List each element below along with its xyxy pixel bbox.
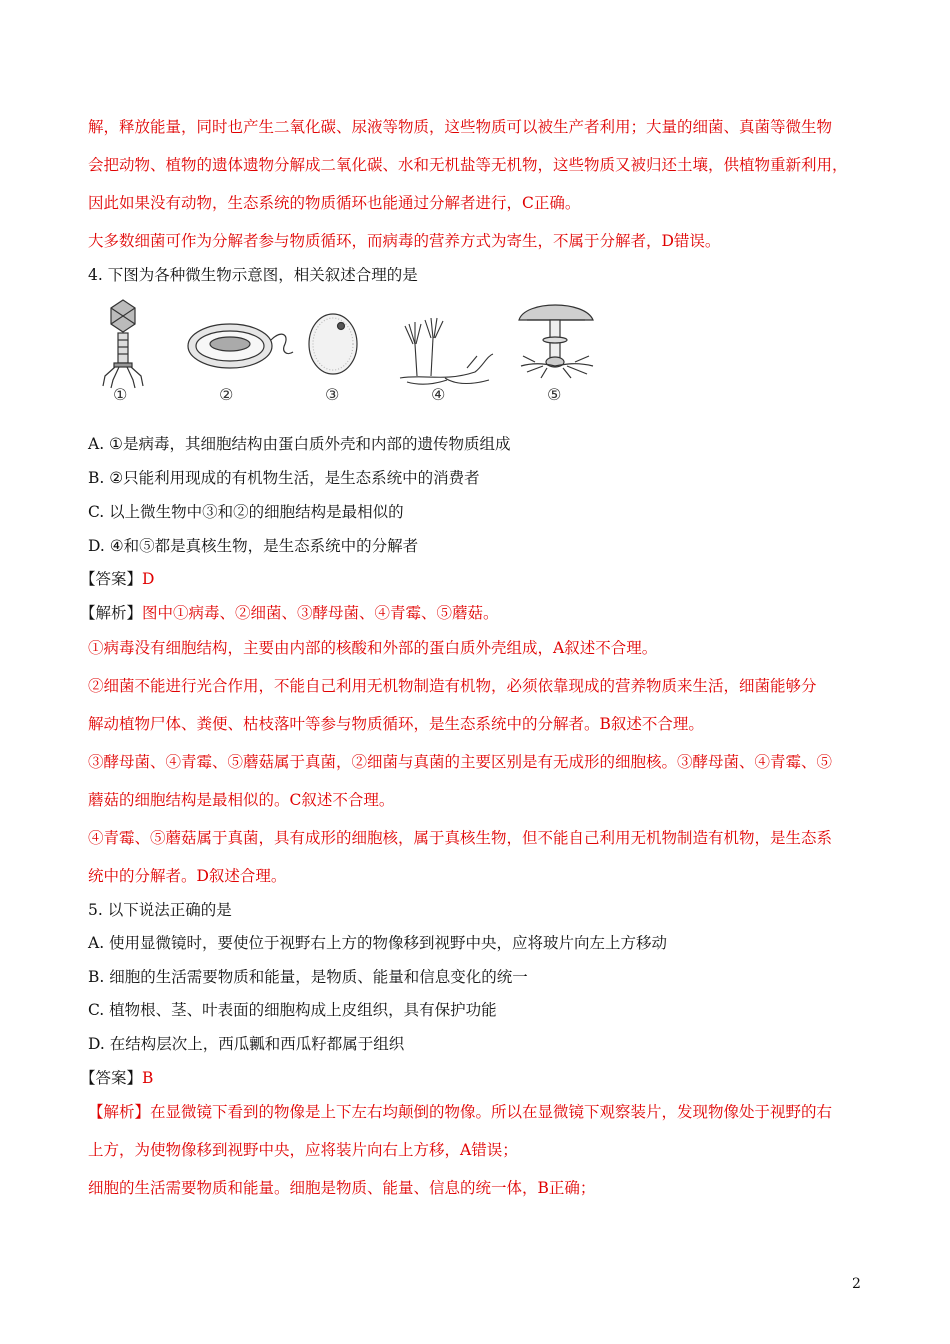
q5-stem: 5. 以下说法正确的是: [88, 901, 232, 919]
explanation-line-2: 会把动物、植物的遗体遗物分解成二氧化碳、水和无机盐等无机物，这些物质又被归还土壤，供植物重新利用，: [88, 156, 848, 174]
q5-option-b: B. 细胞的生活需要物质和能量，是物质、能量和信息变化的统一: [88, 968, 528, 986]
q4-analysis-line-5: 蘑菇的细胞结构是最相似的。C叙述不合理。: [88, 791, 395, 809]
q4-analysis-line-7: 统中的分解者。D叙述合理。: [88, 867, 287, 885]
q4-analysis-line-6: ④青霉、⑤蘑菇属于真菌，具有成形的细胞核，属于真核生物，但不能自己利用无机物制造有机物，是生态系: [88, 829, 833, 847]
q5-option-d: D. 在结构层次上，西瓜瓤和西瓜籽都属于组织: [88, 1035, 405, 1053]
q4-answer-tag: 【答案】: [80, 570, 143, 588]
q5-analysis-line-2: 细胞的生活需要物质和能量。细胞是物质、能量、信息的统一体，B正确；: [88, 1179, 596, 1197]
figure-label-3: ③: [325, 385, 340, 404]
figure-label-1: ①: [113, 385, 128, 404]
microorganism-figure: [95, 296, 605, 406]
q5-analysis-first-text: 在显微镜下看到的物像是上下左右均颠倒的物像。所以在显微镜下观察装片，发现物像处于视野的右: [150, 1103, 833, 1121]
q4-option-b: B. ②只能利用现成的有机物生活，是生态系统中的消费者: [88, 469, 480, 487]
yeast-drawing: [309, 314, 357, 374]
q5-analysis-line-1: 上方，为使物像移到视野中央，应将装片向右上方移，A错误；: [88, 1141, 518, 1159]
figure-label-5: ⑤: [547, 385, 562, 404]
figure-label-4: ④: [431, 385, 446, 404]
q4-option-a: A. ①是病毒，其细胞结构由蛋白质外壳和内部的遗传物质组成: [88, 435, 511, 453]
q5-analysis-first: [88, 1102, 832, 1122]
bacterium-drawing: [188, 324, 293, 368]
virus-drawing: [103, 300, 143, 388]
q5-analysis-tag: 【解析】: [88, 1103, 151, 1121]
q5-option-a: A. 使用显微镜时，要使位于视野右上方的物像移到视野中央，应将玻片向左上方移动: [88, 934, 668, 952]
q5-option-c: C. 植物根、茎、叶表面的细胞构成上皮组织，具有保护功能: [88, 1001, 497, 1019]
q4-option-c: C. 以上微生物中③和②的细胞结构是最相似的: [88, 503, 404, 521]
q5-answer-value: B: [142, 1069, 154, 1087]
explanation-line-3: 因此如果没有动物，生态系统的物质循环也能通过分解者进行，C正确。: [88, 194, 581, 212]
q4-stem: 4. 下图为各种微生物示意图，相关叙述合理的是: [88, 266, 418, 284]
page-number: 2: [852, 1276, 861, 1292]
q4-analysis-line-1: ①病毒没有细胞结构，主要由内部的核酸和外部的蛋白质外壳组成，A叙述不合理。: [88, 639, 658, 657]
q4-analysis-first: [80, 603, 499, 623]
q5-answer-tag: 【答案】: [80, 1069, 143, 1087]
q4-analysis-line-3: 解动植物尸体、粪便、枯枝落叶等参与物质循环，是生态系统中的分解者。B叙述不合理。: [88, 715, 704, 733]
q5-answer: [80, 1068, 153, 1088]
q4-analysis-line-2: ②细菌不能进行光合作用，不能自己利用无机物制造有机物，必须依靠现成的营养物质来生活，细菌能够分: [88, 677, 817, 695]
q4-analysis-first-text: 图中①病毒、②细菌、③酵母菌、④青霉、⑤蘑菇。: [142, 604, 499, 622]
q4-analysis-tag: 【解析】: [80, 604, 143, 622]
q4-answer: [80, 569, 154, 589]
explanation-line-4: 大多数细菌可作为分解者参与物质循环，而病毒的营养方式为寄生，不属于分解者，D错误。: [88, 232, 721, 250]
mushroom-drawing: [519, 305, 593, 378]
microorganism-illustration: [95, 296, 605, 406]
explanation-line-1: 解，释放能量，同时也产生二氧化碳、尿液等物质，这些物质可以被生产者利用；大量的细菌、真菌等微生物: [88, 118, 833, 136]
figure-label-2: ②: [219, 385, 234, 404]
q4-option-d: D. ④和⑤都是真核生物，是生态系统中的分解者: [88, 537, 419, 555]
q4-analysis-line-4: ③酵母菌、④青霉、⑤蘑菇属于真菌，②细菌与真菌的主要区别是有无成形的细胞核。③酵母菌、④青霉、⑤: [88, 753, 833, 771]
q4-answer-value: D: [142, 570, 155, 588]
penicillium-drawing: [400, 318, 493, 384]
